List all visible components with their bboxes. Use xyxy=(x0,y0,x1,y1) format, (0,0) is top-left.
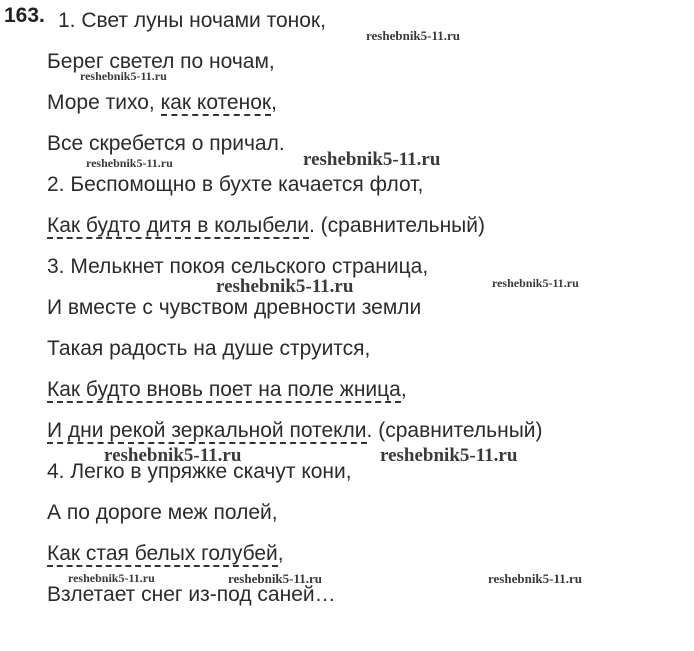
comparison-phrase: Как будто вновь поет на поле жница xyxy=(47,378,401,401)
watermark: reshebnik5-11.ru xyxy=(488,571,583,586)
watermark: reshebnik5-11.ru xyxy=(492,276,579,290)
poem-line-15: Взлетает снег из-под саней… xyxy=(47,583,336,606)
line-3-post: , xyxy=(271,91,277,114)
comparison-phrase: Как будто дитя в колыбели xyxy=(47,214,309,237)
poem-line-8: И вместе с чувством древности земли xyxy=(47,296,422,319)
poem-line-3 xyxy=(47,90,277,116)
line-14-post: , xyxy=(277,542,284,565)
comparison-phrase: как котенок xyxy=(160,91,272,114)
poem-line-6 xyxy=(47,213,485,239)
poem-line-5: 2. Беспомощно в бухте качается флот, xyxy=(47,173,424,196)
poem-line-13: А по дороге меж полей, xyxy=(47,501,278,524)
poem-line-11 xyxy=(47,418,543,444)
line-3-pre: Море тихо, xyxy=(47,91,161,114)
poem-line-12: 4. Легко в упряжке скачут кони, xyxy=(47,460,352,483)
watermark: reshebnik5-11.ru xyxy=(228,571,323,586)
poem-line-7: 3. Мелькнет покоя сельского страница, xyxy=(47,255,429,278)
poem-line-9: Такая радость на душе струится, xyxy=(47,337,371,360)
watermark: reshebnik5-11.ru xyxy=(216,276,354,297)
line-10-post: , xyxy=(400,378,407,401)
line-6-post: . (сравнительный) xyxy=(309,214,485,237)
poem-line-4: Все скребется о причал. xyxy=(47,132,285,155)
poem-line-10 xyxy=(47,377,407,403)
line-11-post: . (сравнительный) xyxy=(366,419,543,442)
watermark: reshebnik5-11.ru xyxy=(68,571,155,585)
watermark: reshebnik5-11.ru xyxy=(80,69,167,83)
watermark: reshebnik5-11.ru xyxy=(86,156,173,170)
exercise-number: 163. xyxy=(4,4,45,27)
comparison-phrase: И дни рекой зеркальной потекли xyxy=(47,419,367,442)
comparison-phrase: Как стая белых голубей xyxy=(47,542,278,565)
poem-line-14 xyxy=(47,541,284,567)
watermark: reshebnik5-11.ru xyxy=(303,149,441,170)
watermark: reshebnik5-11.ru xyxy=(380,445,518,466)
poem-line-2: Берег светел по ночам, xyxy=(47,50,275,73)
watermark: reshebnik5-11.ru xyxy=(366,28,461,43)
watermark: reshebnik5-11.ru xyxy=(104,445,242,466)
poem-line-1: 1. Свет луны ночами тонок, xyxy=(58,9,326,32)
